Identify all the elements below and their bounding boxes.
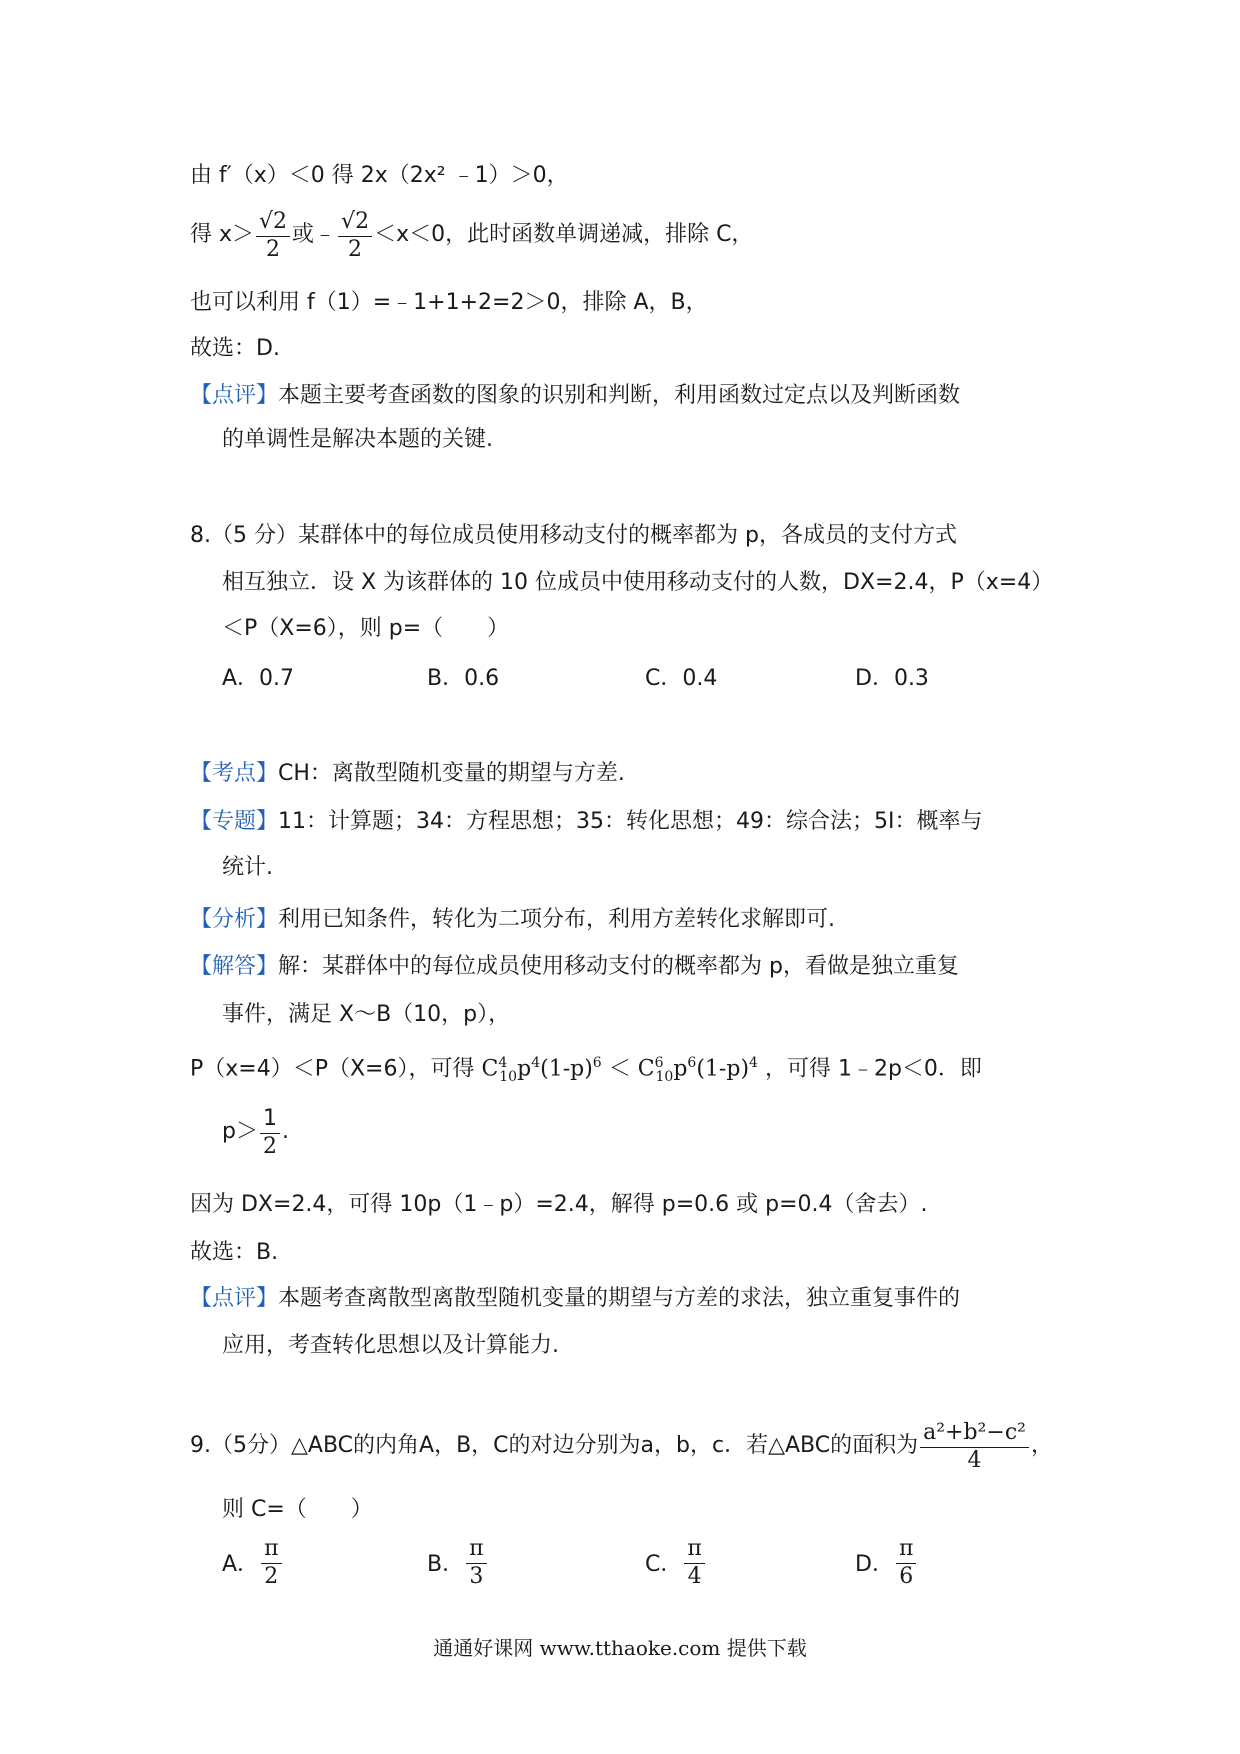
fraction-denominator: 4	[967, 1447, 982, 1473]
jieda-tag: 【解答】	[190, 954, 279, 979]
review-line-cont: 应用，考查转化思想以及计算能力.	[222, 1333, 559, 1358]
option-a: A．0.7	[222, 666, 295, 691]
page-footer: 通通好课网 www.tthaoke.com 提供下载	[433, 1636, 807, 1660]
zhuanti-text: 11：计算题；34：方程思想；35：转化思想；49：综合法；5I：概率与	[278, 809, 983, 834]
option-c	[645, 1535, 707, 1590]
fraction-pi-over-2	[261, 1535, 281, 1590]
fraction-denominator: 4	[687, 1564, 702, 1589]
jieda-line-cont: 事件，满足 X～B（10，p），	[222, 1002, 511, 1027]
option-label: D．	[855, 1552, 894, 1577]
review-text: 本题主要考查函数的图象的识别和判断，利用函数过定点以及判断函数	[278, 383, 961, 408]
solution-line: 也可以利用 f（1）=﹣1+1+2=2＞0，排除 A，B，	[190, 290, 708, 315]
option-label: C．	[645, 1552, 683, 1577]
fenxi-text: 利用已知条件，转化为二项分布，利用方差转化求解即可.	[278, 907, 836, 932]
answer-line: 故选：D.	[190, 336, 280, 361]
fraction-denominator: 2	[262, 1133, 277, 1159]
question-8-stem: 8.（5 分）某群体中的每位成员使用移动支付的概率都为 p，各成员的支付方式	[190, 523, 957, 548]
text-segment: .	[281, 1119, 289, 1144]
fraction-denominator: 3	[469, 1564, 484, 1589]
question-9-stem	[190, 1408, 1053, 1484]
fraction-denominator: 2	[348, 236, 363, 262]
question-8-stem-cont: ＜P（X=6），则 p=（ ）	[222, 616, 510, 641]
fenxi-tag: 【分析】	[190, 907, 279, 932]
binomial-expression-2: $C^6_{10}p^6(1-p)^4$	[637, 1055, 758, 1085]
fraction-numerator: 1	[260, 1105, 280, 1134]
review-line	[190, 380, 960, 412]
less-than: ＜	[608, 1056, 631, 1082]
fraction-numerator: √2	[256, 208, 290, 237]
fraction-sqrt2-over-2	[338, 208, 372, 263]
solution-line-half	[222, 1100, 289, 1164]
fraction-numerator: π	[896, 1535, 916, 1564]
answer-line: 故选：B.	[190, 1240, 279, 1265]
option-b: B．0.6	[427, 666, 500, 691]
option-c: C．0.4	[645, 666, 718, 691]
solution-line-fractions	[190, 200, 753, 270]
review-tag: 【点评】	[190, 1286, 279, 1311]
text-segment: 得 x＞	[190, 222, 255, 247]
fraction-denominator: 6	[899, 1564, 914, 1589]
option-d	[855, 1535, 918, 1590]
fraction-pi-over-6	[896, 1535, 916, 1590]
text-segment: 9.（5分）△ABC的内角A，B，C的对边分别为a，b，c．若△ABC的面积为	[190, 1433, 919, 1458]
text-segment: p＞	[222, 1119, 258, 1144]
jieda-text: 解：某群体中的每位成员使用移动支付的概率都为 p，看做是独立重复	[278, 954, 959, 979]
fenxi-line	[190, 904, 835, 936]
text-segment: ，	[1030, 1433, 1053, 1458]
fraction-numerator: a²+b²−c²	[920, 1419, 1029, 1448]
fraction-pi-over-3	[466, 1535, 486, 1590]
binomial-expression-1: $C^4_{10}p^4(1-p)^6$	[481, 1055, 602, 1085]
text-segment: ＜x＜0，此时函数单调递减，排除 C，	[374, 222, 754, 247]
solution-line: 因为 DX=2.4，可得 10p（1﹣p）=2.4，解得 p=0.6 或 p=0.4（舍去）.	[190, 1192, 928, 1217]
kaodian-line	[190, 758, 625, 790]
fraction-denominator: 2	[266, 236, 281, 262]
option-label: A．	[222, 1552, 260, 1577]
review-line-cont: 的单调性是解决本题的关键.	[222, 427, 493, 452]
zhuanti-line-cont: 统计.	[222, 855, 273, 880]
fraction-denominator: 2	[264, 1564, 279, 1589]
option-b	[427, 1535, 489, 1590]
text-segment: P（x=4）＜P（X=6），可得	[190, 1056, 475, 1082]
option-a	[222, 1535, 284, 1590]
zhuanti-tag: 【专题】	[190, 809, 279, 834]
text-segment: 或﹣	[292, 222, 337, 247]
fraction-numerator: π	[261, 1535, 281, 1564]
review-tag: 【点评】	[190, 383, 279, 408]
solution-line-binomial	[190, 1047, 982, 1093]
fraction-area-formula	[920, 1419, 1029, 1474]
review-line	[190, 1283, 960, 1315]
option-label: B．	[427, 1552, 465, 1577]
question-8-stem-cont: 相互独立．设 X 为该群体的 10 位成员中使用移动支付的人数，DX=2.4，P（x=4）	[222, 570, 1054, 595]
zhuanti-line	[190, 806, 982, 838]
fraction-one-half	[260, 1105, 280, 1160]
fraction-pi-over-4	[684, 1535, 704, 1590]
fraction-numerator: π	[684, 1535, 704, 1564]
question-9-stem-cont: 则 C=（ ）	[222, 1497, 373, 1522]
kaodian-tag: 【考点】	[190, 761, 279, 786]
kaodian-text: CH：离散型随机变量的期望与方差.	[278, 761, 625, 786]
text-segment: ，可得 1﹣2p＜0．即	[764, 1056, 982, 1082]
fraction-numerator: √2	[338, 208, 372, 237]
review-text: 本题考查离散型离散型随机变量的期望与方差的求法，独立重复事件的	[278, 1286, 961, 1311]
fraction-sqrt2-over-2	[256, 208, 290, 263]
solution-line: 由 f′（x）＜0 得 2x（2x² ﹣1）＞0，	[190, 163, 569, 188]
fraction-numerator: π	[466, 1535, 486, 1564]
jieda-line	[190, 951, 959, 983]
option-d: D．0.3	[855, 666, 929, 691]
